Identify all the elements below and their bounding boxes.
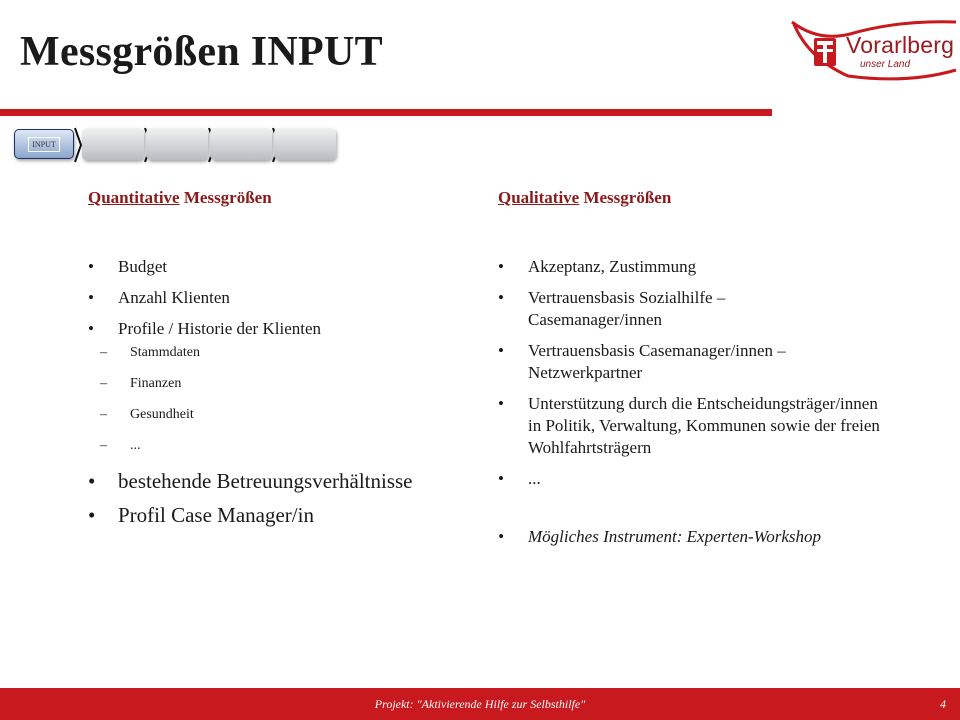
title-divider <box>0 109 772 116</box>
list-item: • Anzahl Klienten <box>88 287 478 309</box>
heading-rest: Messgrößen <box>179 188 272 207</box>
sub-list-item: – Stammdaten <box>88 344 478 362</box>
instrument-item: • Mögliches Instrument: Experten-Workshop <box>498 526 888 548</box>
list-item: • ... <box>498 468 938 490</box>
list-item: • bestehende Betreuungsverhältnisse <box>88 468 478 494</box>
step-4[interactable] <box>210 128 272 160</box>
step-label: INPUT <box>28 137 60 152</box>
sub-list-item: – Finanzen <box>88 375 478 393</box>
sub-list <box>118 344 478 455</box>
process-steps <box>12 128 342 162</box>
heading-underlined: Qualitative <box>498 188 580 207</box>
page-number: 4 <box>940 697 946 711</box>
step-3[interactable] <box>146 128 208 160</box>
list-item: • Budget <box>88 256 478 278</box>
qualitative-column <box>498 188 938 557</box>
quantitative-list <box>88 256 478 528</box>
step-5[interactable] <box>274 128 336 160</box>
vorarlberg-logo <box>788 14 960 84</box>
list-item: • Vertrauensbasis Casemanager/innen – Netzwerkpartner <box>498 340 788 384</box>
footer-bar <box>0 688 960 720</box>
quantitative-heading <box>88 188 478 208</box>
step-input[interactable] <box>14 129 74 159</box>
list-item: • Profil Case Manager/in <box>88 502 478 528</box>
heading-rest: Messgrößen <box>579 188 672 207</box>
chevron-separator-icon <box>74 126 82 164</box>
logo-name: Vorarlberg <box>846 32 955 58</box>
heading-underlined: Quantitative <box>88 188 180 207</box>
list-item: • Akzeptanz, Zustimmung <box>498 256 938 278</box>
slide-title: Messgrößen INPUT <box>20 29 383 75</box>
qualitative-list <box>498 256 938 548</box>
list-item <box>88 318 478 455</box>
step-2[interactable] <box>82 128 144 160</box>
sub-list-item: – ... <box>88 437 478 455</box>
list-item: • Vertrauensbasis Sozialhilfe – Casemanager/innen <box>498 287 828 331</box>
quantitative-column <box>88 188 478 536</box>
list-item-label: Profile / Historie der Klienten <box>118 319 322 338</box>
logo-subtitle: unser Land <box>860 59 911 70</box>
qualitative-heading <box>498 188 938 208</box>
list-item: • Unterstützung durch die Entscheidungsträger/innen in Politik, Verwaltung, Kommunen sowie der freien Wohlfahrtsträgern <box>498 393 888 459</box>
footer-project-text: Projekt: "Aktivierende Hilfe zur Selbsthilfe" <box>374 697 586 711</box>
sub-list-item: – Gesundheit <box>88 406 478 424</box>
